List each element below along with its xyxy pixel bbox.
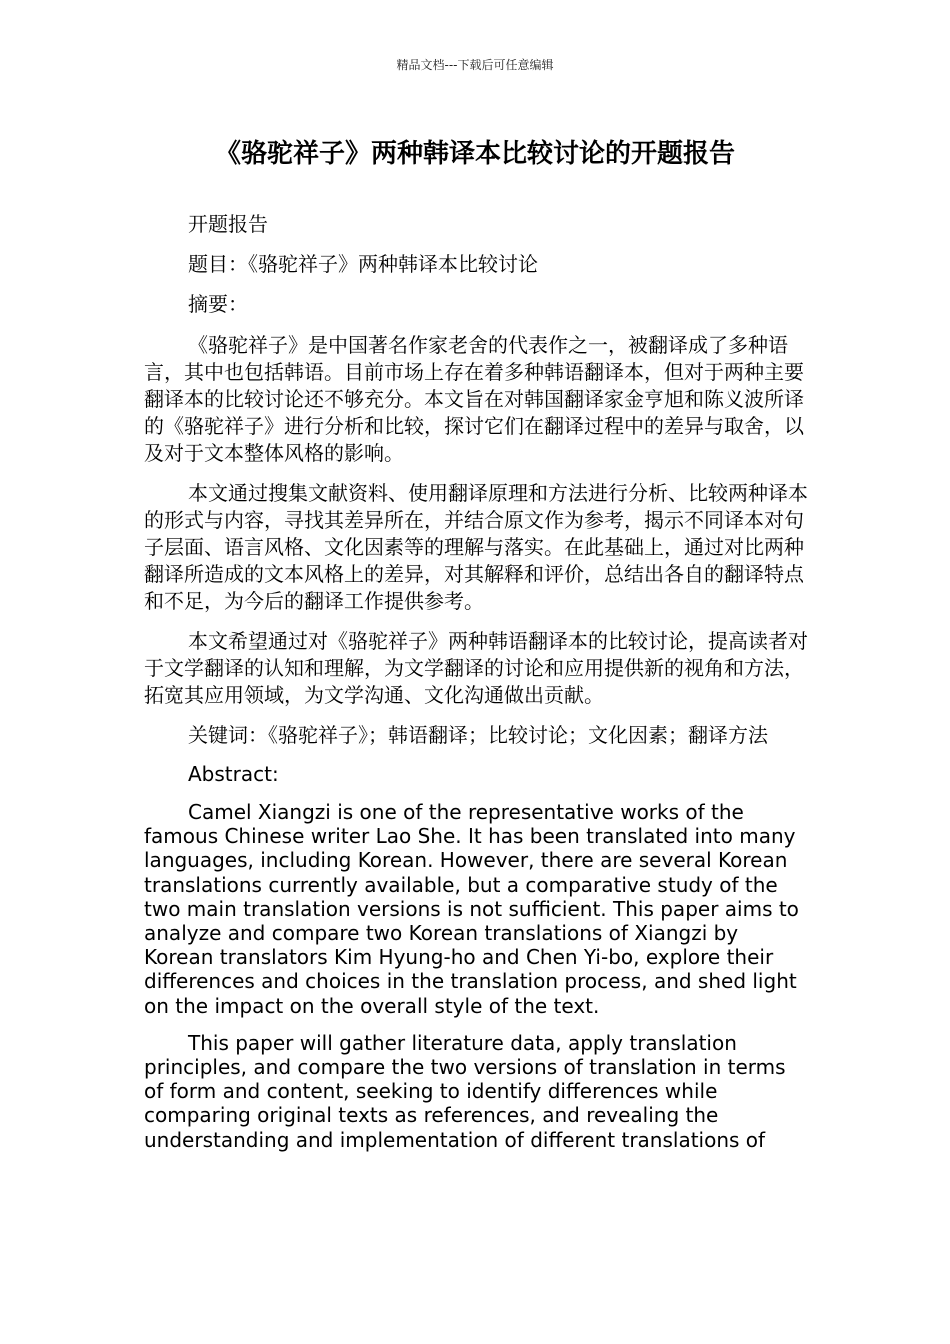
document-body — [144, 212, 810, 1165]
keywords-line: 关键词：《骆驼祥子》；韩语翻译；比较讨论；文化因素；翻译方法 — [188, 723, 768, 747]
english-abstract-paragraph-2: This paper will gather literature data, apply translation principles, and compare the two versions of translation in terms of form and content, seeking to identify differences while comparing original texts as references, and revealing the understanding and implementation of different translations of — [144, 1030, 786, 1152]
chinese-abstract-paragraph-1: 《骆驼祥子》是中国著名作家老舍的代表作之一，被翻译成了多种语言，其中也包括韩语。目前市场上存在着多种韩语翻译本，但对于两种主要翻译本的比较讨论还不够充分。本文旨在对韩国翻译家金亨旭和陈义波所译的《骆驼祥子》进行分析和比较，探讨它们在翻译过程中的差异与取舍，以及对于文本整体风格的影响。 — [144, 333, 804, 465]
header-note: 精品文档---下载后可任意编辑 — [396, 58, 554, 72]
chinese-abstract-paragraph-2: 本文通过搜集文献资料、使用翻译原理和方法进行分析、比较两种译本的形式与内容，寻找其差异所在，并结合原文作为参考，揭示不同译本对句子层面、语言风格、文化因素等的理解与落实。在此基础上，通过对比两种翻译所造成的文本风格上的差异，对其解释和评价，总结出各自的翻译特点和不足，为今后的翻译工作提供参考。 — [144, 481, 808, 613]
report-label: 开题报告 — [188, 212, 268, 236]
document-title: 《骆驼祥子》两种韩译本比较讨论的开题报告 — [214, 139, 735, 169]
chinese-abstract-paragraph-3: 本文希望通过对《骆驼祥子》两种韩语翻译本的比较讨论，提高读者对于文学翻译的认知和理解，为文学翻译的讨论和应用提供新的视角和方法，拓宽其应用领域，为文学沟通、文化沟通做出贡献。 — [144, 629, 808, 707]
english-abstract-label: Abstract: — [188, 762, 279, 786]
abstract-label: 摘要： — [188, 292, 248, 316]
topic-line: 题目：《骆驼祥子》两种韩译本比较讨论 — [188, 252, 538, 276]
english-abstract-paragraph-1: Camel Xiangzi is one of the representative works of the famous Chinese writer Lao She. It has been translated into many languages, including Korean. However, there are several Korean translations currently available, but a comparative study of the two main translation versions is not sufficient. This paper aims to analyze and compare two Korean translations of Xiangzi by Korean translators Kim Hyung-ho and Chen Yi-bo, explore their differences and choices in the translation process, and shed light on the impact on the overall style of the text. — [144, 800, 799, 1018]
